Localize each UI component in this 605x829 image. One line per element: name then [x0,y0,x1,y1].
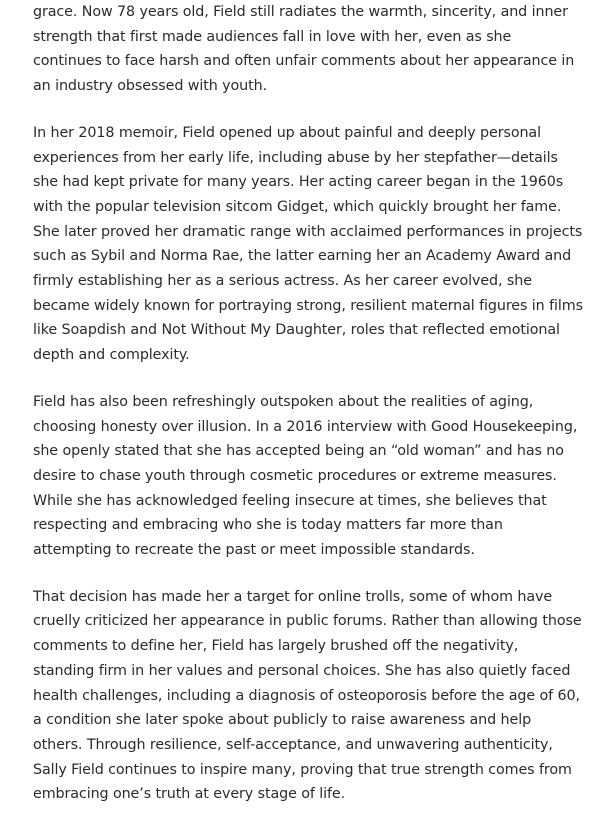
article-paragraph: Field has also been refreshingly outspoken about the realities of aging, choosing honesty over illusion. In a 2016 interview with Good Housekeeping, she openly stated that she has accepted being an “old woman” and has no desire to chase youth through cosmetic procedures or extreme measures. While she has acknowledged feeling insecure at times, she believes that respecting and embracing who she is today matters far more than attempting to recreate the past or meet impossible standards. [33,393,578,559]
article-body [33,0,583,829]
article-paragraph: In her 2018 memoir, Field opened up about painful and deeply personal experiences from her early life, including abuse by her stepfather—details she had kept private for many years. Her acting career began in the 1960s with the popular television sitcom Gidget, which quickly brought her fame. She later proved her dramatic range with acclaimed performances in projects such as Sybil and Norma Rae, the latter earning her an Academy Award and firmly establishing her as a serious actress. As her career evolved, she became widely known for portraying strong, resilient maternal figures in films like Soapdish and Not Without My Daughter, roles that reflected emotional depth and complexity. [33,124,583,364]
article-paragraph: That decision has made her a target for online trolls, some of whom have cruelly criticized her appearance in public forums. Rather than allowing those comments to define her, Field has largely brushed off the negativity, standing firm in her values and personal choices. She has also quietly faced health challenges, including a diagnosis of osteoporosis before the age of 60, a condition she later spoke about publicly to raise awareness and help others. Through resilience, self-acceptance, and unwavering authenticity, Sally Field continues to inspire many, proving that true strength comes from embracing one’s truth at every stage of life. [33,588,582,803]
article-paragraph: grace. Now 78 years old, Field still radiates the warmth, sincerity, and inner strength that first made audiences fall in love with her, even as she continues to face harsh and often unfair comments about her appearance in an industry obsessed with youth. [33,4,575,95]
